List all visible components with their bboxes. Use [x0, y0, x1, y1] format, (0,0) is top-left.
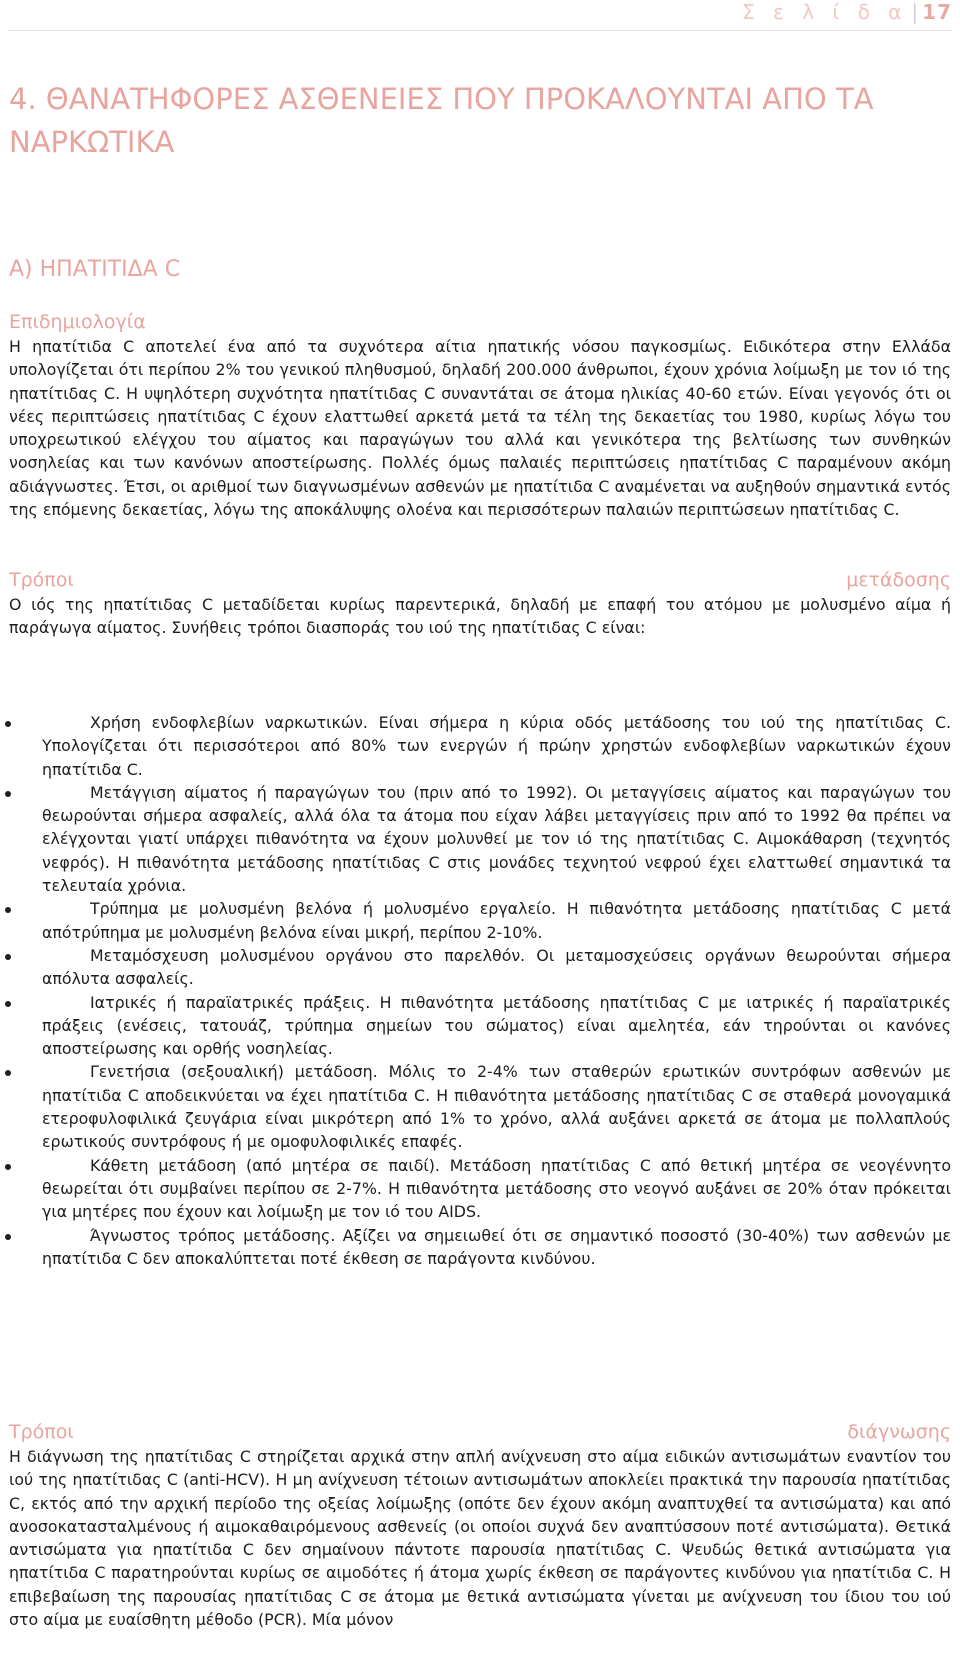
diagnosis-heading [9, 1420, 951, 1444]
transmission-intro: Ο ιός της ηπατίτιδας C μεταδίδεται κυρίως παρεντερικά, δηλαδή με επαφή του ατόμου με μολυσμένο αίμα ή παράγωγα αίματος. Συνήθεις τρόποι διασποράς του ιού της ηπατίτιδας C είναι: [9, 595, 951, 638]
transmission-heading-right: μετάδοσης [846, 569, 951, 591]
chapter-title: 4. ΘΑΝΑΤΗΦΟΡΕΣ ΑΣΘΕΝΕΙΕΣ ΠΟΥ ΠΡΟΚΑΛΟΥΝΤΑΙ ΑΠΟ ΤΑ ΝΑΡΚΩΤΙΚΑ [9, 82, 874, 159]
list-item-text: Χρήση ενδοφλεβίων ναρκωτικών. Είναι σήμερα η κύρια οδός μετάδοσης του ιού της ηπατίτιδας C. Υπολογίζεται ότι περισσότεροι από 80% των ενεργών ή πρώην χρηστών ενδοφλεβίων ναρκωτικών έχουν ηπατίτιδα C. [42, 713, 951, 779]
list-item [0, 781, 951, 897]
bullet-icon [5, 1164, 11, 1170]
list-item [0, 991, 951, 1061]
diagnosis-heading-right: διάγνωσης [847, 1421, 951, 1443]
bullet-icon [5, 721, 11, 727]
page-label: Σ ε λ ί δ α [742, 0, 908, 24]
list-item [0, 1224, 951, 1271]
transmission-list [0, 711, 960, 1270]
bullet-icon [5, 1001, 11, 1007]
list-item-text: Τρύπημα με μολυσμένη βελόνα ή μολυσμένο εργαλείο. Η πιθανότητα μετάδοσης ηπατίτιδας C μετά απότρύπημα με μολυσμένη βελόνα είναι μικρή, περίπου 2-10%. [42, 899, 951, 942]
epidemiology-text: Η ηπατίτιδα C αποτελεί ένα από τα συχνότερα αίτια ηπατικής νόσου παγκοσμίως. Ειδικότερα στην Ελλάδα υπολογίζεται ότι περίπου 2% του γενικού πληθυσμού, δηλαδή 200.000 άνθρωποι, έχουν χρόνια λοίμωξη με τον ιό της ηπατίτιδας C. Η υψηλότερη συχνότητα ηπατίτιδας C συναντάται σε άτομα ηλικίας 40-60 ετών. Είναι γεγονός ότι οι νέες περιπτώσεις ηπατίτιδας C έχουν ελαττωθεί αρκετά μετά τα τέλη της δεκαετίας του 1980, κυρίως λόγω του υποχρεωτικού ελέγχου του αίματος και παραγώγων του αλλά και γενικότερα της βελτίωσης των συνθηκών νοσηλείας και των κανόνων αποστείρωσης. Πολλές όμως παλαιές περιπτώσεις ηπατίτιδας C παραμένουν ακόμη αδιάγνωστες. Έτσι, οι αριθμοί των διαγνωσμένων ασθενών με ηπατίτιδα C αναμένεται να αυξηθούν σημαντικά εντός της επόμενης δεκαετίας, λόγω της αποκάλυψης ολοένα και περισσότερων παλαιών περιπτώσεων ηπατίτιδας C. [9, 337, 951, 520]
page-number: 17 [922, 0, 952, 24]
list-item [0, 944, 951, 991]
list-item-text: Μεταμόσχευση μολυσμένου οργάνου στο παρελθόν. Οι μεταμοσχεύσεις οργάνων θεωρούνται σήμερα απόλυτα ασφαλείς. [42, 945, 951, 989]
section-subtitle: Α) ΗΠΑΤΙΤΙΔΑ C [9, 257, 181, 282]
list-item-text: Μετάγγιση αίματος ή παραγώγων του (πριν από το 1992). Οι μεταγγίσεις αίματος και παραγώγων του θεωρούνται σήμερα ασφαλείς, αλλά όλα τα άτομα που είχαν λάβει μεταγγίσεις πριν από το 1992 θα πρέπει να ελέγχονται γιατί υπάρχει πιθανότητα να έχουν μολυνθεί με τον ιό της ηπατίτιδας C. Αιμοκάθαρση (τεχνητός νεφρός). Η πιθανότητα μετάδοσης ηπατίτιδας C στις μονάδες τεχνητού νεφρού έχει ελαττωθεί σημαντικά τα τελευταία χρόνια. [42, 782, 951, 896]
list-item-text: Γενετήσια (σεξουαλική) μετάδοση. Μόλις το 2-4% των σταθερών ερωτικών συντρόφων ασθενών με ηπατίτιδα C αποδεικνύεται να έχει ηπατίτιδα C. Η πιθανότητα μετάδοσης ηπατίτιδας C σε σταθερά μονογαμικά ετεροφυλοφιλικά ζευγάρια είναι μικρότερη από 1% το χρόνο, αλλά αυξάνει αρκετά σε άτομα με πολλαπλούς ερωτικούς συντρόφους ή με ομοφυλοφιλικές επαφές. [42, 1062, 951, 1152]
list-item-text: Κάθετη μετάδοση (από μητέρα σε παιδί). Μετάδοση ηπατίτιδας C από θετική μητέρα σε νεογέννητο θεωρείται ότι συμβαίνει περίπου σε 2-7%. Η πιθανότητα μετάδοσης στο νεογνό αυξάνει σε 20% όταν πρόκειται για μητέρες που έχουν και λοίμωξη με τον ιό του AIDS. [42, 1155, 951, 1222]
diagnosis-text: Η διάγνωση της ηπατίτιδας C στηρίζεται αρχικά στην απλή ανίχνευση στο αίμα ειδικών αντισωμάτων εναντίον του ιού της ηπατίτιδας C (anti-HCV). Η μη ανίχνευση τέτοιων αντισωμάτων αποκλείει πρακτικά την παρουσία ηπατίτιδας C, εκτός από την αρχική περίοδο της οξείας λοίμωξης (οπότε δεν έχουν ακόμη αναπτυχθεί τα αντισώματα) και από ανοσοκατασταλμένους ή αιμοκαθαιρόμενους ασθενείς (οι οποίοι συχνά δεν αναπτύσσουν ποτέ αντισώματα). Θετικά αντισώματα για ηπατίτιδα C δεν σημαίνουν πάντοτε παρουσία ηπατίτιδας C. Ψευδώς θετικά αντισώματα για ηπατίτιδα C παρατηρούνται κυρίως σε αιμοδότες ή άτομα χωρίς έκθεση σε παράγοντες κινδύνου για ηπατίτιδα C. Η επιβεβαίωση της παρουσίας ηπατίτιδας C σε άτομα με θετικά αντισώματα γίνεται με ανίχνευση του ίδιου του ιού στο αίμα με ευαίσθητη μέθοδο (PCR). Μία μόνον [9, 1447, 951, 1630]
bullet-icon [5, 954, 11, 960]
bullet-icon [5, 1234, 11, 1240]
bullet-icon [5, 791, 11, 797]
list-item [0, 711, 951, 781]
transmission-heading-left: Τρόποι [9, 569, 74, 591]
list-item-text: Ιατρικές ή παραϊατρικές πράξεις. Η πιθανότητα μετάδοσης ηπατίτιδας C με ιατρικές ή παραϊατρικές πράξεις (ενέσεις, τατουάζ, τρύπημα σημείων του σώματος) είναι αμελητέα, εάν τηρούνται οι κανόνες αποστείρωσης και ορθής νοσηλείας. [42, 992, 951, 1059]
list-item [0, 1060, 951, 1153]
page-separator: | [911, 0, 919, 24]
list-item-text: Άγνωστος τρόπος μετάδοσης. Αξίζει να σημειωθεί ότι σε σημαντικό ποσοστό (30-40%) των ασθενών με ηπατίτιδα C δεν αποκαλύπτεται ποτέ έκθεση σε παράγοντα κινδύνου. [42, 1225, 951, 1268]
bullet-icon [5, 1070, 11, 1076]
diagnosis-heading-left: Τρόποι [9, 1421, 74, 1443]
epidemiology-heading: Επιδημιολογία [9, 311, 146, 333]
transmission-heading [9, 568, 951, 592]
header-divider [8, 30, 952, 31]
list-item [0, 1154, 951, 1224]
list-item [0, 897, 951, 944]
bullet-icon [5, 907, 11, 913]
page-header [742, 0, 952, 24]
